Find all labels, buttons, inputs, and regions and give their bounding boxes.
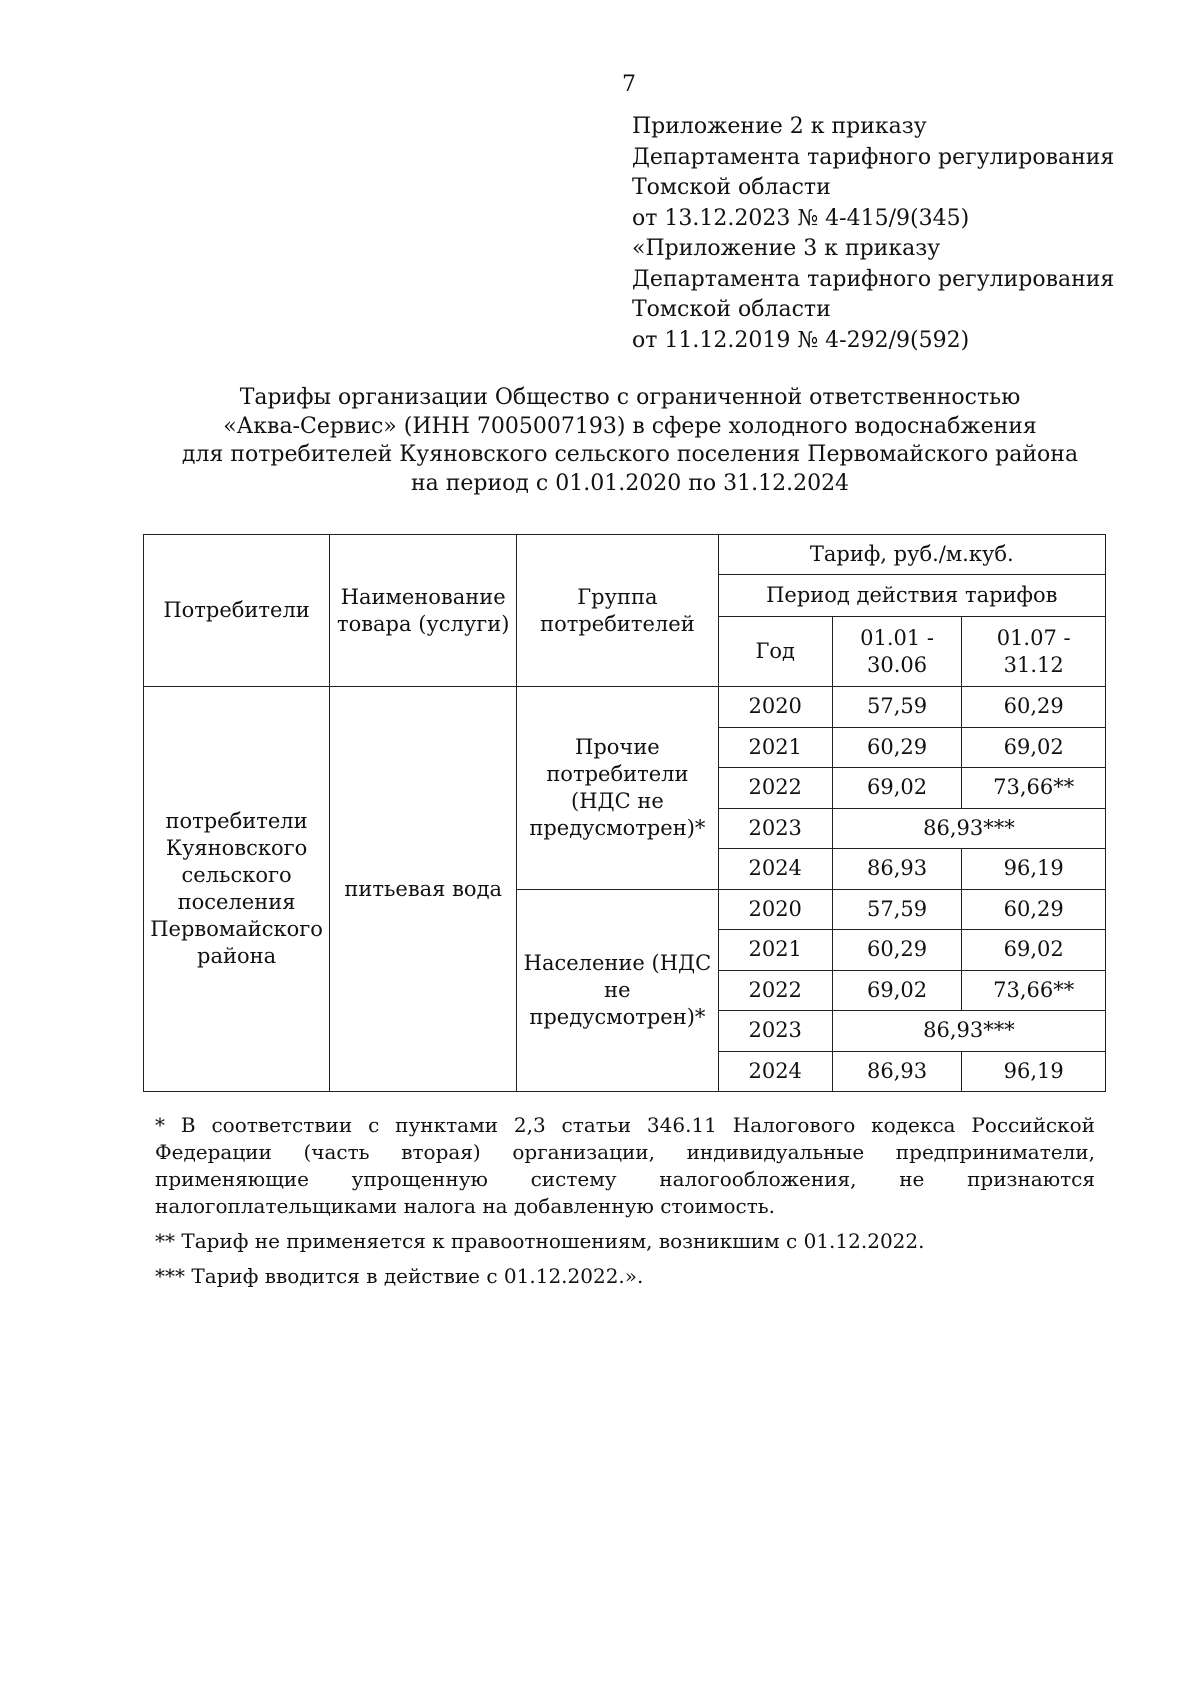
appendix-line: Томской области xyxy=(632,175,831,200)
tariff-table xyxy=(143,534,1106,1092)
tariff-h2-cell: 73,66** xyxy=(962,970,1106,1011)
tariff-h1-cell: 60,29 xyxy=(832,727,961,768)
appendix-line: Департамента тарифного регулирования xyxy=(632,144,1115,170)
group-cell: Прочие потребители (НДС не предусмотрен)* xyxy=(517,687,718,890)
year-cell: 2021 xyxy=(718,727,832,768)
appendix-line: «Приложение 3 к приказу xyxy=(632,236,941,261)
appendix-line: от 13.12.2023 № 4-415/9(345) xyxy=(632,205,970,231)
title-line: «Аква-Сервис» (ИНН 7005007193) в сфере холодного водоснабжения xyxy=(223,413,1037,439)
appendix-line: от 11.12.2019 № 4-292/9(592) xyxy=(632,327,970,353)
year-cell: 2022 xyxy=(718,970,832,1011)
product-cell: питьевая вода xyxy=(330,687,517,1092)
consumer-cell: потребители Куяновского сельского поселения Первомайского района xyxy=(144,687,330,1092)
header-year: Год xyxy=(718,617,832,687)
appendix-line: Томской области xyxy=(632,297,831,322)
tariff-h1-cell: 57,59 xyxy=(832,687,961,728)
footnote-2022-introduced: *** Тариф вводится в действие с 01.12.2022.». xyxy=(155,1264,644,1288)
tariff-h1-cell: 86,93 xyxy=(832,849,961,890)
document-title xyxy=(140,384,1120,498)
tariff-h1-cell: 60,29 xyxy=(832,930,961,971)
tariff-h1-cell: 69,02 xyxy=(832,768,961,809)
tariff-h2-cell: 60,29 xyxy=(962,889,1106,930)
header-group: Группа потребителей xyxy=(517,535,718,687)
header-period: Период действия тарифов xyxy=(718,575,1105,617)
footnote-2022-not-applied: ** Тариф не применяется к правоотношениям, возникшим с 01.12.2022. xyxy=(155,1229,925,1253)
tariff-h2-cell: 69,02 xyxy=(962,727,1106,768)
title-line: для потребителей Куяновского сельского поселения Первомайского района xyxy=(181,442,1079,467)
tariff-merged-cell: 86,93*** xyxy=(832,808,1105,849)
tariff-h1-cell: 69,02 xyxy=(832,970,961,1011)
footnote-vat: * В соответствии с пунктами 2,3 статьи 346.11 Налогового кодекса Российской Федерации (часть вторая) организации, индивидуальные предприниматели, применяющие упрощенную систему налогообложения, не признаются налогоплательщиками налога на добавленную стоимость. xyxy=(155,1113,1095,1218)
tariff-h2-cell: 96,19 xyxy=(962,1051,1106,1092)
appendix-reference xyxy=(632,112,1114,356)
year-cell: 2023 xyxy=(718,808,832,849)
header-consumers: Потребители xyxy=(144,535,330,687)
tariff-merged-cell: 86,93*** xyxy=(832,1011,1105,1052)
year-cell: 2021 xyxy=(718,930,832,971)
year-cell: 2024 xyxy=(718,849,832,890)
title-line: на период с 01.01.2020 по 31.12.2024 xyxy=(410,470,850,496)
year-cell: 2023 xyxy=(718,1011,832,1052)
footnotes xyxy=(155,1112,1095,1290)
tariff-h1-cell: 57,59 xyxy=(832,889,961,930)
year-cell: 2022 xyxy=(718,768,832,809)
appendix-line: Приложение 2 к приказу xyxy=(632,114,927,139)
tariff-h2-cell: 73,66** xyxy=(962,768,1106,809)
tariff-h2-cell: 96,19 xyxy=(962,849,1106,890)
year-cell: 2020 xyxy=(718,889,832,930)
year-cell: 2024 xyxy=(718,1051,832,1092)
appendix-line: Департамента тарифного регулирования xyxy=(632,266,1115,292)
tariff-h2-cell: 69,02 xyxy=(962,930,1106,971)
header-first-half: 01.01 - 30.06 xyxy=(832,617,961,687)
title-line: Тарифы организации Общество с ограниченной ответственностью xyxy=(239,385,1021,410)
header-second-half: 01.07 - 31.12 xyxy=(962,617,1106,687)
header-product: Наименование товара (услуги) xyxy=(330,535,517,687)
tariff-h2-cell: 60,29 xyxy=(962,687,1106,728)
year-cell: 2020 xyxy=(718,687,832,728)
group-cell: Население (НДС не предусмотрен)* xyxy=(517,889,718,1092)
table-row xyxy=(144,687,1106,728)
header-tariff: Тариф, руб./м.куб. xyxy=(718,535,1105,575)
page-number: 7 xyxy=(622,72,636,97)
tariff-h1-cell: 86,93 xyxy=(832,1051,961,1092)
